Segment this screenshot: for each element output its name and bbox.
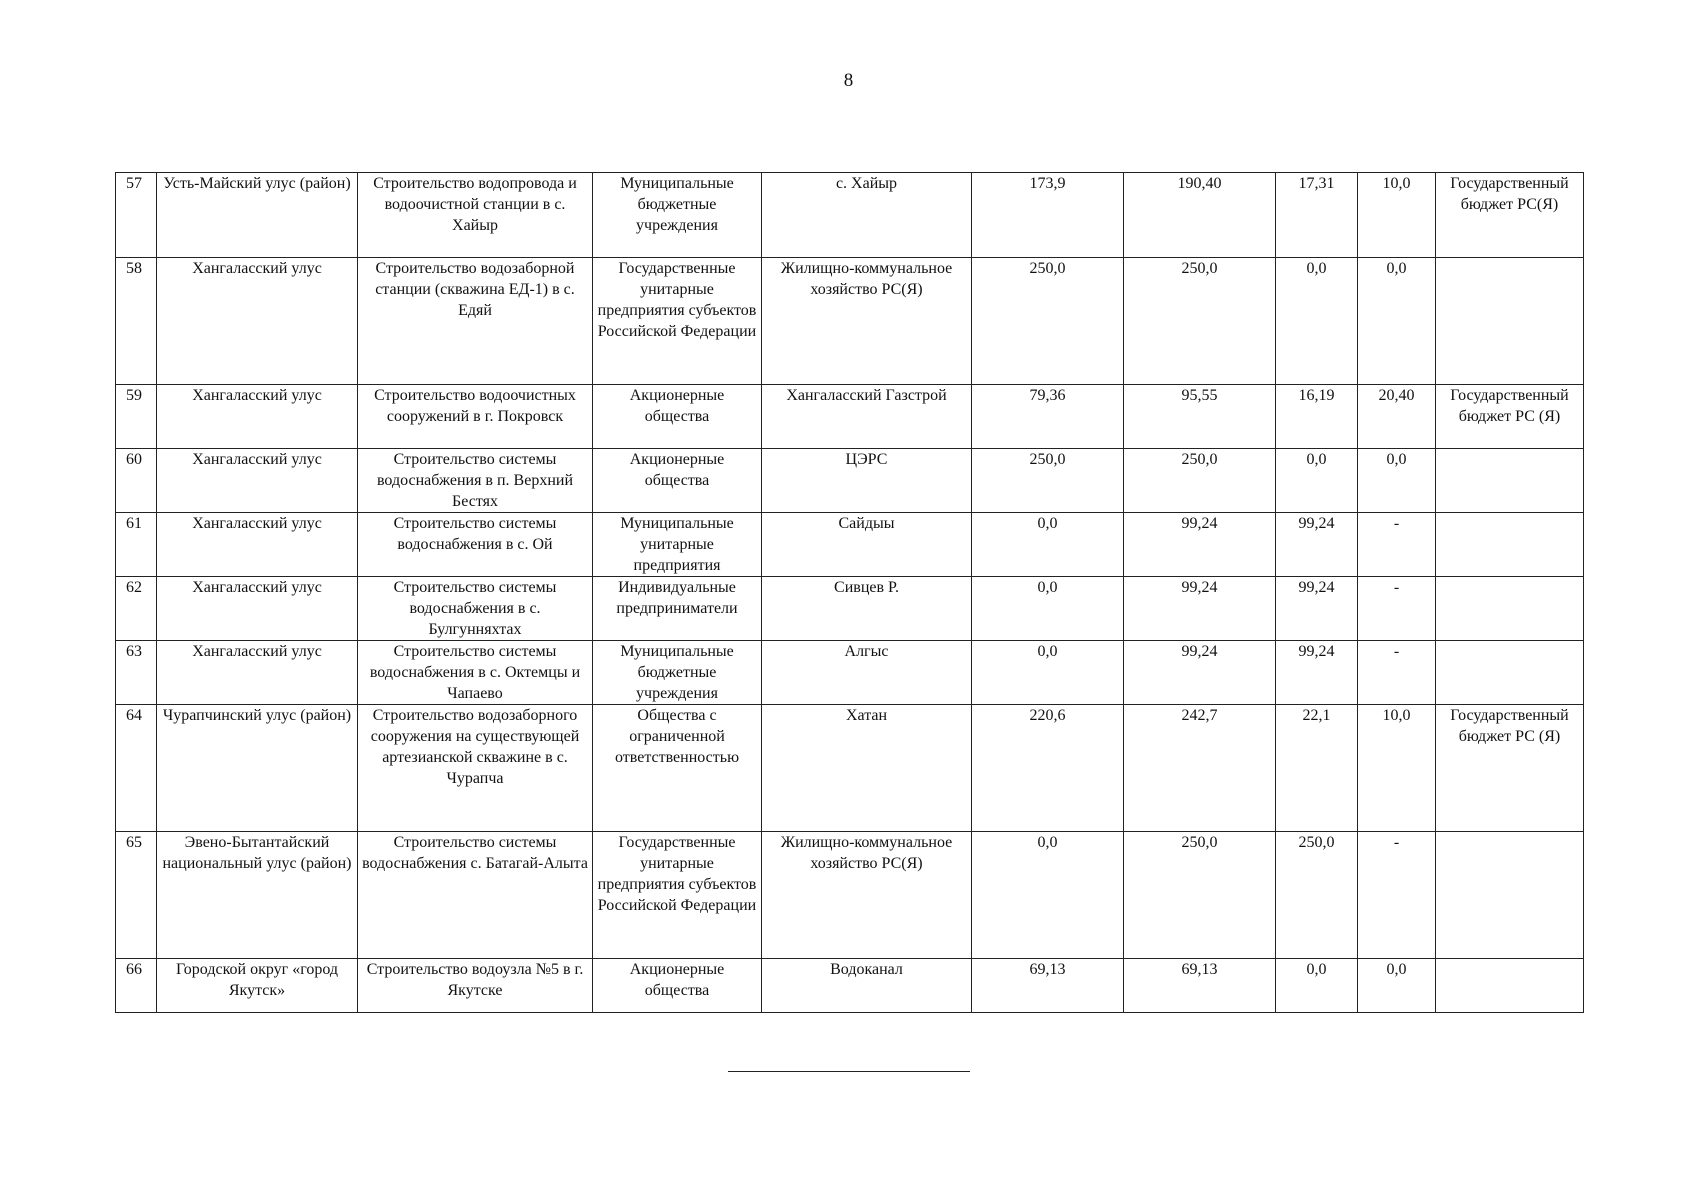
table-row [116,258,1584,385]
organization-type-cell: Общества с ограниченной ответственностью [593,705,762,832]
project-cell: Строительство водоочистных сооружений в г. Покровск [358,385,593,449]
organization-type-cell: Акционерные общества [593,449,762,513]
value-3-cell: 0,0 [1276,258,1358,385]
value-4-cell: 0,0 [1358,959,1436,1013]
funding-source-cell [1436,577,1584,641]
organization-type-cell: Муниципальные бюджетные учреждения [593,173,762,258]
table-row [116,705,1584,832]
value-1-cell: 220,6 [972,705,1124,832]
funding-source-cell [1436,258,1584,385]
project-cell: Строительство системы водоснабжения в п. Верхний Бестях [358,449,593,513]
value-1-cell: 79,36 [972,385,1124,449]
value-3-cell: 16,19 [1276,385,1358,449]
value-4-cell: 10,0 [1358,705,1436,832]
district-cell: Городской округ «город Якутск» [157,959,358,1013]
operator-cell: Сайдыы [762,513,972,577]
row-number: 60 [116,449,157,513]
funding-source-cell [1436,641,1584,705]
value-3-cell: 99,24 [1276,641,1358,705]
value-3-cell: 99,24 [1276,513,1358,577]
value-1-cell: 250,0 [972,449,1124,513]
row-number: 58 [116,258,157,385]
value-1-cell: 250,0 [972,258,1124,385]
district-cell: Хангаласский улус [157,258,358,385]
funding-source-cell [1436,832,1584,959]
operator-cell: Водоканал [762,959,972,1013]
value-3-cell: 99,24 [1276,577,1358,641]
project-cell: Строительство водозаборного сооружения на существующей артезианской скважине в с. Чурапча [358,705,593,832]
value-4-cell: - [1358,832,1436,959]
row-number: 65 [116,832,157,959]
district-cell: Хангаласский улус [157,385,358,449]
value-4-cell: 0,0 [1358,258,1436,385]
organization-type-cell: Государственные унитарные предприятия субъектов Российской Федерации [593,258,762,385]
district-cell: Хангаласский улус [157,641,358,705]
value-1-cell: 69,13 [972,959,1124,1013]
funding-source-cell [1436,959,1584,1013]
operator-cell: ЦЭРС [762,449,972,513]
value-2-cell: 99,24 [1124,641,1276,705]
project-cell: Строительство системы водоснабжения с. Батагай-Алыта [358,832,593,959]
operator-cell: Сивцев Р. [762,577,972,641]
value-1-cell: 173,9 [972,173,1124,258]
value-4-cell: - [1358,577,1436,641]
value-4-cell: 20,40 [1358,385,1436,449]
row-number: 59 [116,385,157,449]
value-2-cell: 250,0 [1124,832,1276,959]
value-2-cell: 99,24 [1124,513,1276,577]
row-number: 64 [116,705,157,832]
funding-source-cell [1436,513,1584,577]
district-cell: Хангаласский улус [157,577,358,641]
operator-cell: Жилищно-коммунальное хозяйство РС(Я) [762,258,972,385]
projects-table [115,172,1584,1013]
value-3-cell: 0,0 [1276,959,1358,1013]
organization-type-cell: Муниципальные унитарные предприятия [593,513,762,577]
operator-cell: Хатан [762,705,972,832]
table-row [116,449,1584,513]
value-4-cell: - [1358,513,1436,577]
value-4-cell: - [1358,641,1436,705]
value-3-cell: 17,31 [1276,173,1358,258]
value-3-cell: 0,0 [1276,449,1358,513]
table-row [116,832,1584,959]
project-cell: Строительство системы водоснабжения в с. Ой [358,513,593,577]
project-cell: Строительство системы водоснабжения в с. Октемцы и Чапаево [358,641,593,705]
table-row [116,577,1584,641]
value-2-cell: 190,40 [1124,173,1276,258]
project-cell: Строительство системы водоснабжения в с. Булгунняхтах [358,577,593,641]
project-cell: Строительство водопровода и водоочистной станции в с. Хайыр [358,173,593,258]
district-cell: Усть-Майский улус (район) [157,173,358,258]
value-2-cell: 250,0 [1124,449,1276,513]
organization-type-cell: Государственные унитарные предприятия субъектов Российской Федерации [593,832,762,959]
value-2-cell: 242,7 [1124,705,1276,832]
row-number: 63 [116,641,157,705]
project-cell: Строительство водоузла №5 в г. Якутске [358,959,593,1013]
value-3-cell: 250,0 [1276,832,1358,959]
funding-source-cell: Государственный бюджет РС (Я) [1436,705,1584,832]
value-1-cell: 0,0 [972,513,1124,577]
row-number: 62 [116,577,157,641]
operator-cell: Алгыс [762,641,972,705]
funding-source-cell: Государственный бюджет РС(Я) [1436,173,1584,258]
table-row [116,173,1584,258]
district-cell: Хангаласский улус [157,449,358,513]
operator-cell: Жилищно-коммунальное хозяйство РС(Я) [762,832,972,959]
row-number: 66 [116,959,157,1013]
table-row [116,513,1584,577]
project-cell: Строительство водозаборной станции (скважина ЕД-1) в с. Едяй [358,258,593,385]
value-4-cell: 0,0 [1358,449,1436,513]
value-2-cell: 250,0 [1124,258,1276,385]
district-cell: Чурапчинский улус (район) [157,705,358,832]
operator-cell: Хангаласский Газстрой [762,385,972,449]
organization-type-cell: Индивидуальные предприниматели [593,577,762,641]
district-cell: Хангаласский улус [157,513,358,577]
table-row [116,959,1584,1013]
value-4-cell: 10,0 [1358,173,1436,258]
table-body [116,173,1584,1013]
value-1-cell: 0,0 [972,577,1124,641]
value-2-cell: 99,24 [1124,577,1276,641]
value-3-cell: 22,1 [1276,705,1358,832]
row-number: 61 [116,513,157,577]
organization-type-cell: Муниципальные бюджетные учреждения [593,641,762,705]
value-2-cell: 95,55 [1124,385,1276,449]
page-number: 8 [843,70,854,91]
value-1-cell: 0,0 [972,641,1124,705]
organization-type-cell: Акционерные общества [593,385,762,449]
district-cell: Эвено-Бытантайский национальный улус (район) [157,832,358,959]
value-1-cell: 0,0 [972,832,1124,959]
operator-cell: с. Хайыр [762,173,972,258]
funding-source-cell: Государственный бюджет РС (Я) [1436,385,1584,449]
value-2-cell: 69,13 [1124,959,1276,1013]
end-of-document-rule [728,1071,970,1072]
funding-source-cell [1436,449,1584,513]
table-row [116,385,1584,449]
row-number: 57 [116,173,157,258]
organization-type-cell: Акционерные общества [593,959,762,1013]
table-row [116,641,1584,705]
